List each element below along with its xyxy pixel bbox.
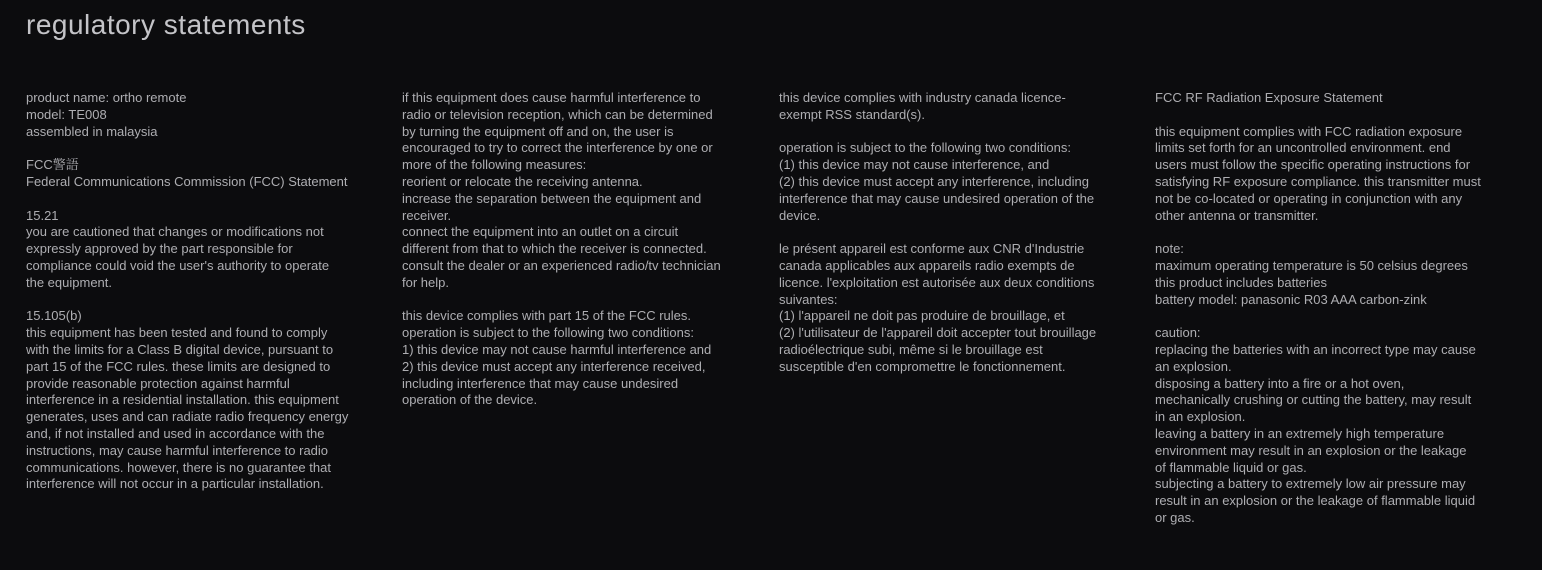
text-line: disposing a battery into a fire or a hot oven, <box>1155 375 1405 391</box>
text-line: suivantes: <box>779 291 838 307</box>
text-line: communications. however, there is no guarantee that <box>26 459 331 475</box>
text-line: encouraged to try to correct the interference by one or <box>402 140 713 156</box>
text-line: exempt RSS standard(s). <box>779 106 925 122</box>
text-line: reorient or relocate the receiving antenna. <box>402 173 643 189</box>
text-line: 15.21 <box>26 207 59 223</box>
text-line: instructions, may cause harmful interference to radio <box>26 442 329 458</box>
paragraph <box>26 308 386 493</box>
text-line: 15.105(b) <box>26 308 82 324</box>
text-line: with the limits for a Class B digital device, pursuant to <box>26 341 334 357</box>
text-line: operation is subject to the following two conditions: <box>402 325 694 341</box>
text-line: connect the equipment into an outlet on a circuit <box>402 224 679 240</box>
text-line: device. <box>779 207 821 223</box>
text-line: caution: <box>1155 325 1201 341</box>
text-line: the equipment. <box>26 274 113 290</box>
text-line: increase the separation between the equipment and <box>402 190 702 206</box>
text-line: operation is subject to the following two conditions: <box>779 140 1071 156</box>
text-line: FCC警語 <box>26 157 79 173</box>
text-line: replacing the batteries with an incorrect type may cause <box>1155 341 1476 357</box>
text-line: susceptible d'en compromettre le fonctionnement. <box>779 358 1066 374</box>
text-line: le présent appareil est conforme aux CNR d'Industrie <box>779 241 1085 257</box>
text-line: including interference that may cause undesired <box>402 375 679 391</box>
text-line: result in an explosion or the leakage of flammable liquid <box>1155 493 1476 509</box>
text-line: of flammable liquid or gas. <box>1155 459 1307 475</box>
text-line: interference that may cause undesired operation of the <box>779 190 1095 206</box>
text-line: more of the following measures: <box>402 157 587 173</box>
paragraph <box>402 308 762 409</box>
text-line: model: TE008 <box>26 106 107 122</box>
text-line: note: <box>1155 241 1184 257</box>
text-line: radioélectrique subi, même si le brouillage est <box>779 341 1043 357</box>
paragraph <box>26 157 386 191</box>
text-line: this equipment complies with FCC radiation exposure <box>1155 123 1463 139</box>
text-line: limits set forth for an uncontrolled environment. end <box>1155 140 1451 156</box>
text-line: receiver. <box>402 207 452 223</box>
text-line: product name: ortho remote <box>26 90 187 105</box>
text-line: subjecting a battery to extremely low air pressure may <box>1155 476 1466 492</box>
text-line: compliance could void the user's authority to operate <box>26 257 330 273</box>
text-line: this product includes batteries <box>1155 274 1327 290</box>
text-line: an explosion. <box>1155 358 1232 374</box>
text-line: assembled in malaysia <box>26 123 158 139</box>
paragraph <box>1155 124 1521 225</box>
text-line: (2) this device must accept any interference, including <box>779 173 1089 189</box>
text-line: expressly approved by the part responsible for <box>26 241 293 257</box>
text-line: environment may result in an explosion or the leakage <box>1155 442 1467 458</box>
text-line: provide reasonable protection against harmful <box>26 375 290 391</box>
text-line: (1) l'appareil ne doit pas produire de brouillage, et <box>779 308 1065 324</box>
text-line: generates, uses and can radiate radio frequency energy <box>26 409 349 425</box>
text-line: battery model: panasonic R03 AAA carbon-zink <box>1155 291 1427 307</box>
text-line: maximum operating temperature is 50 celsius degrees <box>1155 257 1468 273</box>
text-line: by turning the equipment off and on, the user is <box>402 123 674 139</box>
paragraph <box>779 140 1139 224</box>
column-2 <box>402 90 762 426</box>
text-line: interference in a residential installation. this equipment <box>26 392 339 408</box>
paragraph <box>1155 325 1521 527</box>
text-line: if this equipment does cause harmful interference to <box>402 90 701 105</box>
text-line: users must follow the specific operating instructions for <box>1155 157 1471 173</box>
text-line: you are cautioned that changes or modifications not <box>26 224 324 240</box>
text-line: this device complies with industry canada licence- <box>779 90 1066 105</box>
column-3 <box>779 90 1139 392</box>
text-line: part 15 of the FCC rules. these limits are designed to <box>26 358 331 374</box>
text-line: satisfying RF exposure compliance. this transmitter must <box>1155 173 1481 189</box>
text-line: this device complies with part 15 of the FCC rules. <box>402 308 692 324</box>
text-line: radio or television reception, which can be determined <box>402 106 713 122</box>
paragraph <box>1155 90 1521 107</box>
text-line: 2) this device must accept any interference received, <box>402 358 706 374</box>
text-line: (2) l'utilisateur de l'appareil doit accepter tout brouillage <box>779 325 1097 341</box>
text-line: other antenna or transmitter. <box>1155 207 1319 223</box>
paragraph <box>26 90 386 140</box>
paragraph <box>779 90 1139 124</box>
text-line: or gas. <box>1155 509 1195 525</box>
text-line: consult the dealer or an experienced radio/tv technician <box>402 257 721 273</box>
text-line: (1) this device may not cause interference, and <box>779 157 1050 173</box>
text-line: in an explosion. <box>1155 409 1246 425</box>
page-title: regulatory statements <box>26 9 306 40</box>
text-line: canada applicables aux appareils radio exempts de <box>779 257 1075 273</box>
column-4 <box>1155 90 1521 544</box>
text-line: licence. l'exploitation est autorisée aux deux conditions <box>779 274 1095 290</box>
paragraph <box>26 208 386 292</box>
text-line: and, if not installed and used in accordance with the <box>26 425 325 441</box>
text-line: different from that to which the receiver is connected. <box>402 241 707 257</box>
text-line: 1) this device may not cause harmful interference and <box>402 341 712 357</box>
paragraph <box>779 241 1139 375</box>
text-line: for help. <box>402 274 449 290</box>
statement-columns <box>26 90 1526 550</box>
paragraph <box>1155 241 1521 308</box>
column-1 <box>26 90 386 510</box>
text-line: FCC RF Radiation Exposure Statement <box>1155 90 1383 105</box>
text-line: not be co-located or operating in conjunction with any <box>1155 190 1463 206</box>
paragraph <box>402 90 762 292</box>
text-line: leaving a battery in an extremely high temperature <box>1155 425 1445 441</box>
text-line: mechanically crushing or cutting the battery, may result <box>1155 392 1472 408</box>
text-line: this equipment has been tested and found to comply <box>26 325 328 341</box>
text-line: operation of the device. <box>402 392 538 408</box>
text-line: interference will not occur in a particular installation. <box>26 476 324 492</box>
text-line: Federal Communications Commission (FCC) Statement <box>26 173 348 189</box>
